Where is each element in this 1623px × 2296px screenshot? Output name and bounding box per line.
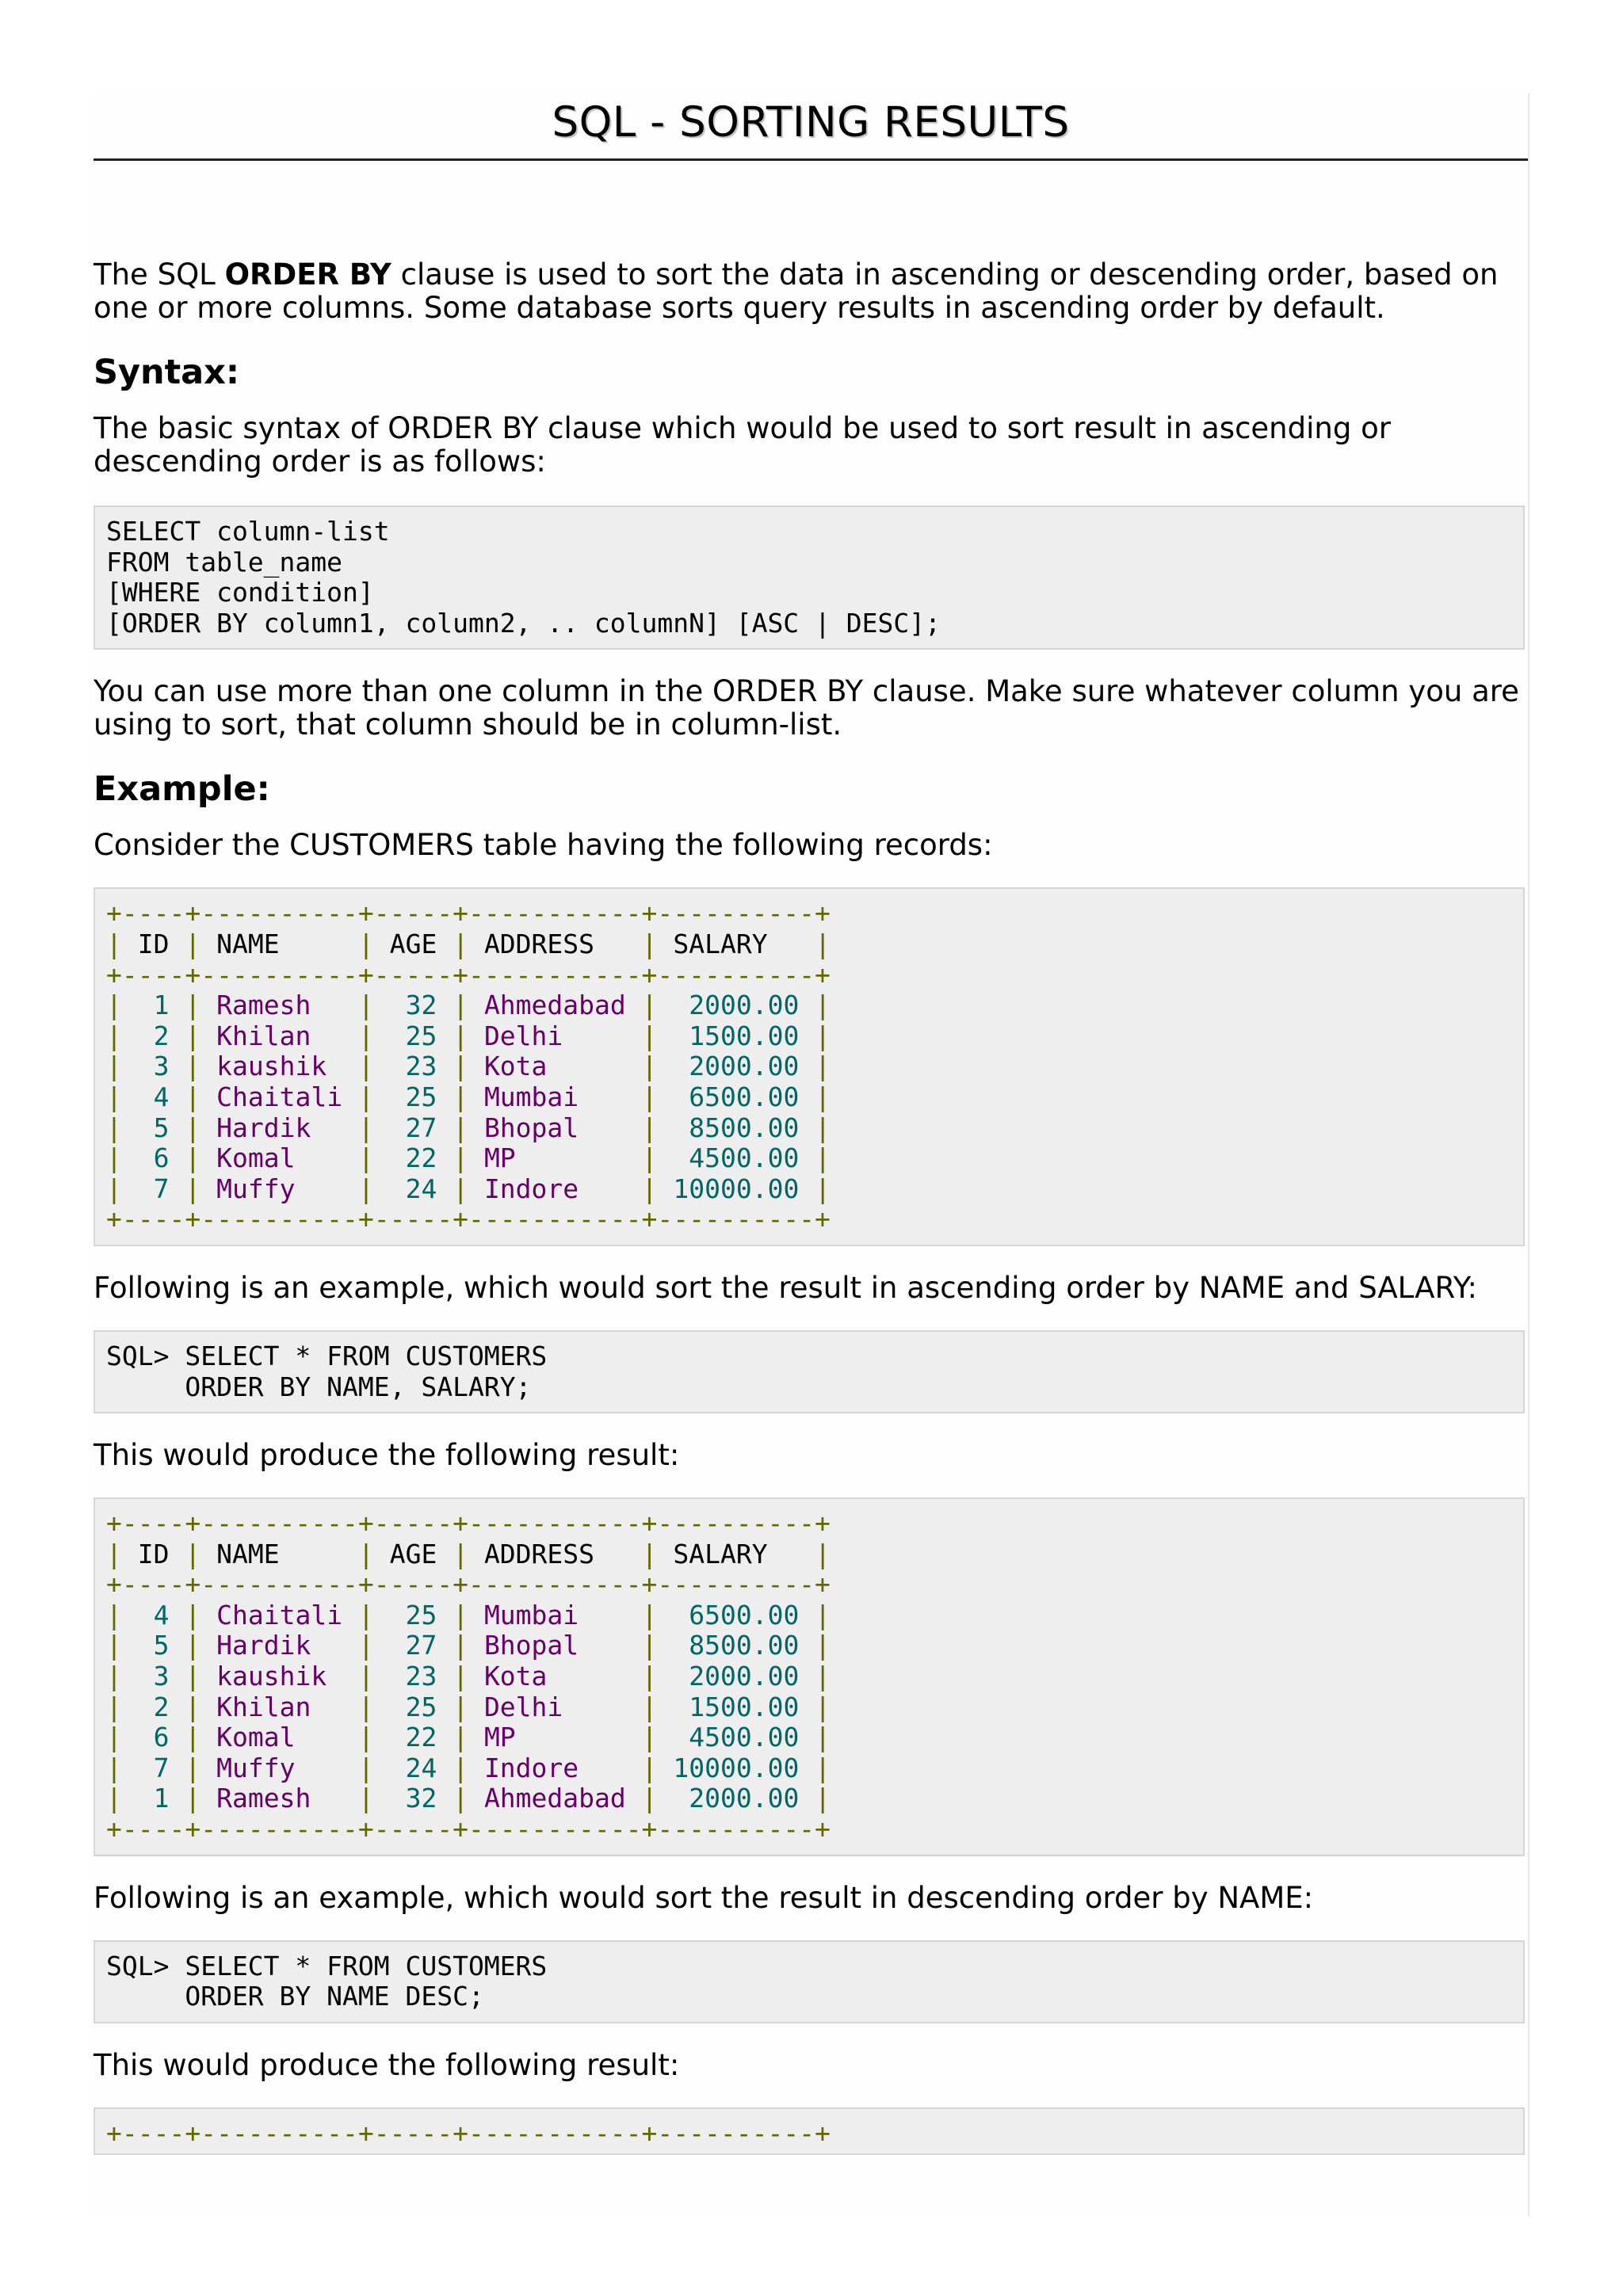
example-description: Consider the CUSTOMERS table having the following records: xyxy=(94,828,993,863)
table-separator: | xyxy=(453,1112,469,1143)
table-cell-address: MP xyxy=(483,1142,626,1174)
table-cell-address: Indore xyxy=(483,1173,626,1204)
table-cell-address: Bhopal xyxy=(483,1112,626,1143)
table-separator: | xyxy=(185,928,201,959)
table-cell-salary: 2000.00 xyxy=(673,1661,800,1692)
table-separator: | xyxy=(815,1538,831,1569)
table-cell-salary: 8500.00 xyxy=(673,1630,800,1661)
table-cell-age: 25 xyxy=(389,1020,437,1051)
table-separator: | xyxy=(815,1630,831,1661)
example1-query-line-2: ORDER BY NAME, SALARY; xyxy=(106,1371,532,1402)
table-separator: | xyxy=(185,990,201,1021)
table-separator: | xyxy=(106,1020,122,1051)
table-separator: | xyxy=(815,1599,831,1630)
syntax-line-1: SELECT column-list xyxy=(106,516,390,547)
table-cell-salary: 2000.00 xyxy=(673,1783,800,1814)
page-title: SQL - SORTING RESULTS xyxy=(552,98,1070,147)
table-separator: | xyxy=(641,1599,658,1630)
table-separator: | xyxy=(185,1173,201,1204)
table-separator: | xyxy=(185,1142,201,1174)
table-cell-address: Mumbai xyxy=(483,1081,626,1112)
table-cell-id: 5 xyxy=(137,1630,170,1661)
table-cell-age: 27 xyxy=(389,1112,437,1143)
table-separator: | xyxy=(106,1081,122,1112)
table-separator: | xyxy=(453,1722,469,1753)
table-cell-id: 1 xyxy=(137,1783,170,1814)
table-separator: | xyxy=(641,1538,658,1569)
table-border: +----+----------+-----+-----------+----------+ xyxy=(106,1569,831,1600)
document-page xyxy=(94,0,1528,2155)
table-cell-name: Ramesh xyxy=(216,1783,343,1814)
table-cell-name: Chaitali xyxy=(216,1081,343,1112)
table-cell-address: Kota xyxy=(483,1661,626,1692)
table-cell-salary: 2000.00 xyxy=(673,990,800,1021)
example2-query-line-2: ORDER BY NAME DESC; xyxy=(106,1981,484,2012)
table-separator: | xyxy=(357,1661,374,1692)
table-separator: | xyxy=(453,1020,469,1051)
customers-table-block xyxy=(94,887,1525,1246)
table-separator: | xyxy=(185,1691,201,1722)
table-separator: | xyxy=(106,1661,122,1692)
table-separator: | xyxy=(815,1112,831,1143)
table-separator: | xyxy=(641,1020,658,1051)
table-cell-name: Khilan xyxy=(216,1020,343,1051)
example1-query-block xyxy=(94,1330,1525,1413)
table-cell-name: Muffy xyxy=(216,1752,343,1783)
table-separator: | xyxy=(453,1142,469,1174)
table-separator: | xyxy=(815,990,831,1021)
table-separator: | xyxy=(357,1691,374,1722)
table-separator: | xyxy=(453,1752,469,1783)
table-separator: | xyxy=(106,1722,122,1753)
table-separator: | xyxy=(357,990,374,1021)
example2-query-block xyxy=(94,1940,1525,2023)
table-cell-salary: 8500.00 xyxy=(673,1112,800,1143)
table-separator: | xyxy=(815,1722,831,1753)
table-cell-age: 23 xyxy=(389,1661,437,1692)
table-cell-id: 6 xyxy=(137,1142,170,1174)
table-separator: | xyxy=(106,1142,122,1174)
table-separator: | xyxy=(357,1142,374,1174)
table-cell-salary: 10000.00 xyxy=(673,1752,800,1783)
table-separator: | xyxy=(641,1051,658,1082)
table-separator: | xyxy=(185,1722,201,1753)
table-cell-salary: 10000.00 xyxy=(673,1173,800,1204)
table-cell-salary: 1500.00 xyxy=(673,1691,800,1722)
table-cell-id: 3 xyxy=(137,1661,170,1692)
table-cell-address: Kota xyxy=(483,1051,626,1082)
table-cell-name: Komal xyxy=(216,1142,343,1174)
table-cell-name: Muffy xyxy=(216,1173,343,1204)
result2-description: This would produce the following result: xyxy=(94,2047,680,2082)
syntax-line-4: [ORDER BY column1, column2, .. columnN] [ASC | DESC]; xyxy=(106,607,941,639)
table-separator: | xyxy=(815,1142,831,1174)
table-separator: | xyxy=(453,990,469,1021)
table-cell-name: kaushik xyxy=(216,1661,343,1692)
table-cell-id: 4 xyxy=(137,1599,170,1630)
table-cell-salary: 6500.00 xyxy=(673,1599,800,1630)
table-border: +----+----------+-----+-----------+----------+ xyxy=(106,1203,831,1235)
table-cell-age: 24 xyxy=(389,1173,437,1204)
table-separator: | xyxy=(453,1538,469,1569)
table-separator: | xyxy=(453,1599,469,1630)
table-cell-age: 22 xyxy=(389,1722,437,1753)
table-separator: | xyxy=(815,1661,831,1692)
table-separator: | xyxy=(641,1722,658,1753)
table-cell-id: 5 xyxy=(137,1112,170,1143)
table-separator: | xyxy=(453,1173,469,1204)
table-separator: | xyxy=(185,1599,201,1630)
table-separator: | xyxy=(357,1051,374,1082)
result1-table-block xyxy=(94,1497,1525,1856)
table-cell-address: Ahmedabad xyxy=(483,1783,626,1814)
table-cell-name: Chaitali xyxy=(216,1599,343,1630)
table-separator: | xyxy=(641,928,658,959)
table-cell-age: 27 xyxy=(389,1630,437,1661)
table-cell-address: Ahmedabad xyxy=(483,990,626,1021)
table-separator: | xyxy=(453,928,469,959)
table-cell-age: 25 xyxy=(389,1691,437,1722)
table-header-cell: ID xyxy=(137,1538,170,1569)
syntax-heading: Syntax: xyxy=(94,353,240,392)
table-separator: | xyxy=(641,1142,658,1174)
table-separator: | xyxy=(185,1752,201,1783)
table-separator: | xyxy=(357,928,374,959)
result2-table-block xyxy=(94,2107,1525,2155)
table-cell-salary: 6500.00 xyxy=(673,1081,800,1112)
table-cell-salary: 4500.00 xyxy=(673,1142,800,1174)
table-cell-age: 25 xyxy=(389,1081,437,1112)
table-separator: | xyxy=(106,990,122,1021)
table-separator: | xyxy=(106,1630,122,1661)
table-separator: | xyxy=(453,1783,469,1814)
table-separator: | xyxy=(106,1783,122,1814)
table-border: +----+----------+-----+-----------+----------+ xyxy=(106,1508,831,1539)
table-separator: | xyxy=(185,1661,201,1692)
table-cell-address: Delhi xyxy=(483,1691,626,1722)
table-cell-age: 32 xyxy=(389,990,437,1021)
table-separator: | xyxy=(641,1691,658,1722)
table-separator: | xyxy=(641,1783,658,1814)
table-separator: | xyxy=(641,990,658,1021)
table-separator: | xyxy=(815,1081,831,1112)
table-cell-address: MP xyxy=(483,1722,626,1753)
table-cell-id: 3 xyxy=(137,1051,170,1082)
table-separator: | xyxy=(641,1752,658,1783)
table-separator: | xyxy=(357,1599,374,1630)
table-cell-id: 7 xyxy=(137,1173,170,1204)
table-separator: | xyxy=(815,1783,831,1814)
syntax-line-3: [WHERE condition] xyxy=(106,577,374,608)
table-separator: | xyxy=(453,1051,469,1082)
example2-query-line-1: SQL> SELECT * FROM CUSTOMERS xyxy=(106,1950,548,1981)
table-border: +----+----------+-----+-----------+----------+ xyxy=(106,959,831,990)
table-cell-salary: 4500.00 xyxy=(673,1722,800,1753)
table-separator: | xyxy=(641,1630,658,1661)
table-separator: | xyxy=(815,1051,831,1082)
table-separator: | xyxy=(357,1020,374,1051)
table-separator: | xyxy=(641,1173,658,1204)
table-cell-id: 7 xyxy=(137,1752,170,1783)
table-separator: | xyxy=(185,1020,201,1051)
table-header-cell: ADDRESS xyxy=(483,1538,626,1569)
syntax-code-block xyxy=(94,505,1525,650)
table-cell-name: Hardik xyxy=(216,1112,343,1143)
table-cell-salary: 1500.00 xyxy=(673,1020,800,1051)
result1-description: This would produce the following result: xyxy=(94,1438,680,1473)
intro-text-after: clause is used to sort the data in ascending or descending order, based on one or more columns. Some database sorts query results in ascending order by default. xyxy=(94,257,1499,325)
table-cell-name: Ramesh xyxy=(216,990,343,1021)
table-separator: | xyxy=(357,1752,374,1783)
table-separator: | xyxy=(185,1538,201,1569)
table-separator: | xyxy=(106,1599,122,1630)
table-separator: | xyxy=(106,1051,122,1082)
table-separator: | xyxy=(357,1112,374,1143)
table-header-cell: AGE xyxy=(389,928,437,959)
table-separator: | xyxy=(106,928,122,959)
table-separator: | xyxy=(357,1081,374,1112)
table-separator: | xyxy=(453,1630,469,1661)
table-header-cell: ADDRESS xyxy=(483,928,626,959)
intro-paragraph xyxy=(94,258,1528,325)
table-separator: | xyxy=(815,1173,831,1204)
table-separator: | xyxy=(815,1752,831,1783)
table-cell-address: Mumbai xyxy=(483,1599,626,1630)
table-header-cell: SALARY xyxy=(673,1538,800,1569)
table-separator: | xyxy=(453,1691,469,1722)
example1-query-line-1: SQL> SELECT * FROM CUSTOMERS xyxy=(106,1340,548,1371)
table-separator: | xyxy=(357,1630,374,1661)
table-separator: | xyxy=(815,1691,831,1722)
table-cell-name: Khilan xyxy=(216,1691,343,1722)
order-by-keyword: ORDER BY xyxy=(224,257,391,292)
table-cell-salary: 2000.00 xyxy=(673,1051,800,1082)
table-separator: | xyxy=(357,1173,374,1204)
intro-text-before: The SQL xyxy=(94,257,225,292)
table-cell-age: 24 xyxy=(389,1752,437,1783)
syntax-line-2: FROM table_name xyxy=(106,546,343,578)
example1-description: Following is an example, which would sort the result in ascending order by NAME and SALARY: xyxy=(94,1270,1477,1305)
table-separator: | xyxy=(185,1051,201,1082)
table-separator: | xyxy=(106,1173,122,1204)
table-header-cell: ID xyxy=(137,928,170,959)
table-cell-id: 2 xyxy=(137,1020,170,1051)
table-header-cell: NAME xyxy=(216,1538,343,1569)
table-cell-id: 6 xyxy=(137,1722,170,1753)
table-cell-name: Hardik xyxy=(216,1630,343,1661)
table-cell-age: 32 xyxy=(389,1783,437,1814)
table-separator: | xyxy=(185,1112,201,1143)
table-separator: | xyxy=(815,1020,831,1051)
table-separator: | xyxy=(641,1112,658,1143)
syntax-description: The basic syntax of ORDER BY clause which would be used to sort result in ascending or descending order is as follows: xyxy=(94,411,1391,479)
table-separator: | xyxy=(185,1630,201,1661)
table-separator: | xyxy=(357,1783,374,1814)
table-separator: | xyxy=(641,1081,658,1112)
example-heading: Example: xyxy=(94,769,270,810)
table-separator: | xyxy=(106,1112,122,1143)
table-cell-age: 22 xyxy=(389,1142,437,1174)
result2-table-border-top: +----+----------+-----+-----------+----------+ xyxy=(106,2117,831,2149)
table-cell-name: Komal xyxy=(216,1722,343,1753)
table-cell-address: Indore xyxy=(483,1752,626,1783)
table-separator: | xyxy=(106,1691,122,1722)
table-separator: | xyxy=(185,1081,201,1112)
table-separator: | xyxy=(106,1538,122,1569)
table-separator: | xyxy=(641,1661,658,1692)
table-header-cell: NAME xyxy=(216,928,343,959)
table-cell-name: kaushik xyxy=(216,1051,343,1082)
table-separator: | xyxy=(185,1783,201,1814)
table-separator: | xyxy=(453,1661,469,1692)
table-cell-address: Bhopal xyxy=(483,1630,626,1661)
table-cell-id: 2 xyxy=(137,1691,170,1722)
table-border: +----+----------+-----+-----------+----------+ xyxy=(106,898,831,929)
table-cell-id: 4 xyxy=(137,1081,170,1112)
table-header-cell: SALARY xyxy=(673,928,800,959)
table-cell-address: Delhi xyxy=(483,1020,626,1051)
table-separator: | xyxy=(357,1722,374,1753)
title-divider xyxy=(94,158,1528,161)
table-cell-age: 25 xyxy=(389,1599,437,1630)
table-separator: | xyxy=(815,928,831,959)
table-separator: | xyxy=(357,1538,374,1569)
multi-column-note: You can use more than one column in the ORDER BY clause. Make sure whatever column you are using to sort, that column should be in column-list. xyxy=(94,674,1519,742)
table-header-cell: AGE xyxy=(389,1538,437,1569)
table-separator: | xyxy=(106,1752,122,1783)
table-cell-age: 23 xyxy=(389,1051,437,1082)
table-cell-id: 1 xyxy=(137,990,170,1021)
example2-description: Following is an example, which would sort the result in descending order by NAME: xyxy=(94,1880,1314,1915)
table-border: +----+----------+-----+-----------+----------+ xyxy=(106,1814,831,1845)
table-separator: | xyxy=(453,1081,469,1112)
